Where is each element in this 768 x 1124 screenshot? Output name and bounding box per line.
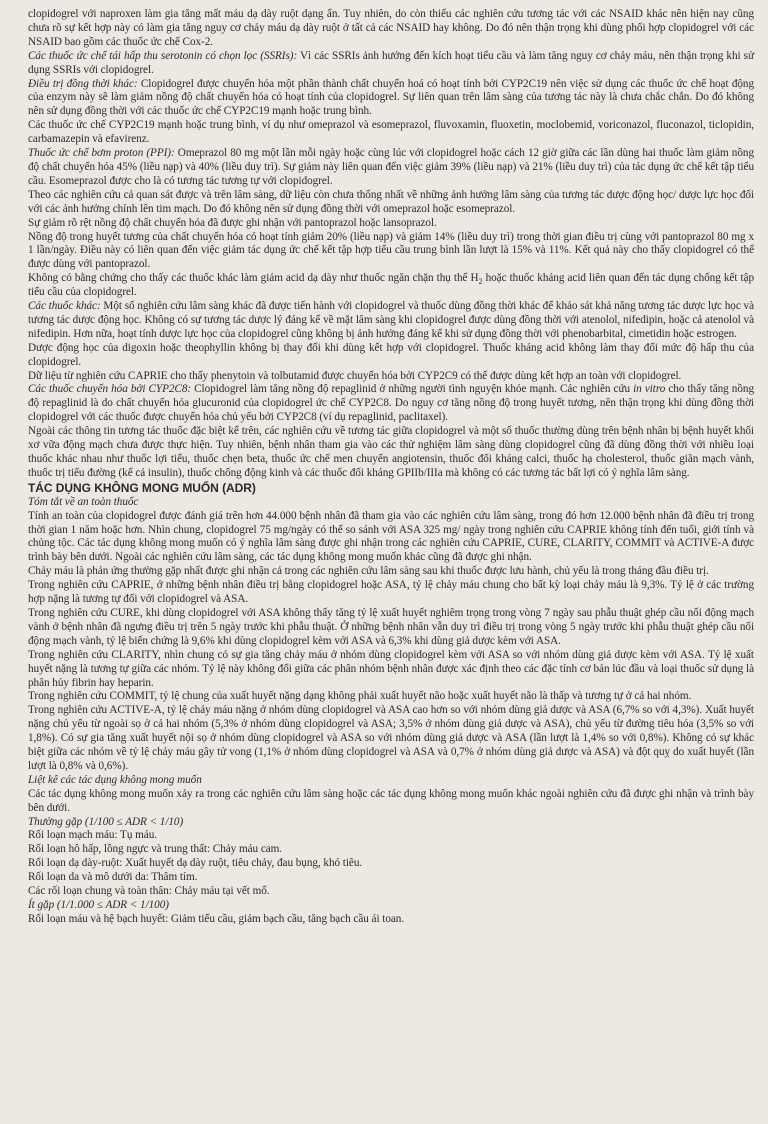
- body-paragraph: [28, 704, 754, 774]
- paragraph-h-text: Thuốc ức chế bơm proton (PPI):: [28, 147, 175, 160]
- body-paragraph: [28, 78, 754, 120]
- body-paragraph: [28, 189, 754, 217]
- body-paragraph: [28, 147, 754, 189]
- paragraph-t-text: Ngoài các thông tin tương tác thuốc đặc biệt kể trên, các nghiên cứu về tương tác giữa clopidogrel và một số thuốc thường dùng trên bệnh nhân bị bệnh huyết khối xơ vữa động mạch chưa được thực hiện. Tuy nhiên, bệnh nhân tham gia vào các thử nghiệm lâm sàng dùng clopidogrel cũng đã dùng đồng thời với nhiều loại thuốc khác nhau như thuốc lợi tiểu, thuốc chẹn beta, thuốc ức chế men chuyển angiotensin, thuốc đối kháng calci, thuốc hạ cholesterol, thuốc giãn mạch vành, thuốc trị tiểu đường (kể cả insulin), thuốc chống động kinh và các thuốc đối kháng GPIIb/IIIa mà không có các tương tác bất lợi có ý nghĩa lâm sàng.: [28, 425, 754, 479]
- body-paragraph: [28, 913, 754, 927]
- body-paragraph: [28, 607, 754, 649]
- paragraph-t-text: Các thuốc ức chế CYP2C19 mạnh hoặc trung bình, ví dụ như omeprazol và esomeprazol, fluvoxamin, fluoxetin, moclobemid, voriconazol, fluconazol, ticlopidin, carbamazepin và efavirenz.: [28, 119, 754, 146]
- body-paragraph: [28, 885, 754, 899]
- paragraph-i-text: Tóm tắt về an toàn thuốc: [28, 495, 139, 508]
- paragraph-t-text: clopidogrel với naproxen làm gia tăng mất máu dạ dày ruột dạng ẩn. Tuy nhiên, do còn thiếu các nghiên cứu tương tác với các NSAID khác nên hiện nay cũng chưa rõ sự kết hợp này có làm gia tăng nguy cơ chảy máu dạ dày ruột ở tất cả các NSAID hay không. Do đó nên thận trọng khi dùng phối hợp clopidogrel với các NSAID bao gồm các thuốc ức chế Cox-2.: [28, 8, 754, 48]
- paragraph-t-text: Trong nghiên cứu CLARITY, nhìn chung có sự gia tăng chảy máu ở nhóm dùng clopidogrel kèm với ASA so với nhóm dùng giả dược kèm với ASA. Tỷ lệ xuất huyết nặng là tương tự giữa các nhóm. Tỷ lệ này không đổi giữa các phân nhóm bệnh nhân được xác định theo các đặc tính cơ bản lúc đầu và loại thuốc sử dụng là phân hủy fibrin hay heparin.: [28, 648, 754, 689]
- body-paragraph: [28, 370, 754, 384]
- paragraph-i-text: Ít gặp (1/1.000 ≤ ADR < 1/100): [28, 899, 169, 911]
- body-paragraph: [28, 8, 754, 50]
- paragraph-t-text: Clopidogrel làm tăng nồng độ repaglinid ở những người tình nguyện khỏe mạnh. Các nghiên cứu: [191, 383, 634, 396]
- paragraph-t-text: Sự giảm rõ rệt nồng độ chất chuyển hóa đã được ghi nhận với pantoprazol hoặc lansoprazol.: [28, 216, 437, 229]
- paragraph-t-text: Trong nghiên cứu CURE, khi dùng clopidogrel với ASA không thấy tăng tỷ lệ xuất huyết nghiêm trọng trong vòng 7 ngày sau phẫu thuật ghép cầu nối động mạch vành ở bệnh nhân đã ngưng điều trị trên 5 ngày trước khi phẫu thuật. Ở những bệnh nhân vẫn duy trì điều trị trong vòng 5 ngày trước khi phẫu thuật ghép cầu nối động mạch vành, tỷ lệ biến chứng là 9,6% khi dùng clopidogrel kèm với ASA và 6,3% khi dùng giả dược kèm với ASA.: [28, 606, 754, 647]
- body-paragraph: [28, 690, 754, 704]
- paragraph-t-text: Chảy máu là phản ứng thường gặp nhất được ghi nhận cả trong các nghiên cứu lâm sàng sau khi thuốc được lưu hành, chủ yếu là trong tháng đầu điều trị.: [28, 565, 709, 578]
- paragraph-sub-text: 2: [478, 277, 483, 287]
- body-paragraph: [28, 510, 754, 566]
- subheading: [28, 899, 754, 913]
- paragraph-sec-text: TÁC DỤNG KHÔNG MONG MUỐN (ADR): [28, 480, 256, 495]
- body-paragraph: [28, 383, 754, 425]
- paragraph-t-text: Rối loạn da và mô dưới da: Thâm tím.: [28, 871, 198, 884]
- paragraph-t-text: Trong nghiên cứu COMMIT, tỷ lệ chung của xuất huyết nặng dạng không phải xuất huyết não hoặc xuất huyết não là thấp và tương tự ở cả hai nhóm.: [28, 690, 692, 703]
- body-paragraph: [28, 217, 754, 231]
- section-heading: [28, 482, 754, 496]
- paragraph-t-text: Dữ liệu từ nghiên cứu CAPRIE cho thấy phenytoin và tolbutamid được chuyển hóa bởi CYP2C9 có thể được dùng kết hợp an toàn với clopidogrel.: [28, 369, 682, 382]
- subheading: [28, 496, 754, 510]
- paragraph-t-text: Nồng độ trong huyết tương của chất chuyển hóa có hoạt tính giảm 20% (liều nạp) và giảm 14% (liều duy trì) trong thời gian điều trị cùng với pantoprazol 80 mg x 1 lần/ngày. Điều này có liên quan đến việc giảm tác dụng ức chế kết tập hợp tiểu cầu trung bình lần lượt là 15% và 11%. Kết quả này cho thấy clopidogrel có thể được dùng với pantoprazol.: [28, 230, 754, 271]
- paragraph-t-text: Clopidogrel được chuyển hóa một phần thành chất chuyển hoá có hoạt tính bởi CYP2C19 nên việc sử dụng các thuốc ức chế hoạt động của enzym này sẽ làm giảm nồng độ chất chuyển hóa có hoạt tính của clopidogrel. Sự liên quan trên lâm sàng của tương tác này là chưa chắc chắn. Do đó không nên sử dụng đồng thời với các thuốc ức chế CYP2C19 mạnh hoặc trung bình.: [28, 77, 754, 118]
- body-paragraph: [28, 425, 754, 481]
- body-paragraph: [28, 829, 754, 843]
- paragraph-t-text: Các rối loạn chung và toàn thân: Chảy máu tại vết mổ.: [28, 885, 270, 898]
- paragraph-t-text: Trong nghiên cứu CAPRIE, ở những bệnh nhân điều trị bằng clopidogrel hoặc ASA, tỷ lệ chảy máu chung cho bất kỳ loại chảy máu là 9,3%. Tỷ lệ ở các trường hợp nặng là tương tự đối với clopidogrel và ASA.: [28, 579, 754, 606]
- paragraph-t-text: Tính an toàn của clopidogrel được đánh giá trên hơn 44.000 bệnh nhân đã tham gia vào các nghiên cứu lâm sàng, trong đó hơn 12.000 bệnh nhân đã điều trị trong thời gian 1 năm hoặc hơn. Nhìn chung, clopidogrel 75 mg/ngày có thể so sánh với ASA 325 mg/ ngày trong nghiên cứu CAPRIE không tính đến tuổi, giới tính và chủng tộc. Các tác dụng không mong muốn có ý nghĩa lâm sàng được ghi nhận trong các nghiên cứu CAPRIE, CURE, CLARITY, COMMIT và ACTIVE-A được trình bày bên dưới. Ngoài các nghiên cứu lâm sàng, các tác dụng không mong muốn khác cũng đã được ghi nhận.: [28, 509, 754, 564]
- subheading: [28, 774, 754, 788]
- body-paragraph: [28, 272, 754, 300]
- body-paragraph: [28, 119, 754, 147]
- body-paragraph: [28, 871, 754, 885]
- body-paragraph: [28, 857, 754, 871]
- paragraph-t-text: Các tác dụng không mong muốn xảy ra trong các nghiên cứu lâm sàng hoặc các tác dụng không mong muốn khác ngoài nghiên cứu đã được ghi nhận và trình bày bên dưới.: [28, 787, 754, 814]
- paragraph-t2-text: cho thấy tăng nồng độ repaglinid là do chất chuyển hóa glucuronid của clopidogrel ức chế CYP2C8. Do nguy cơ tăng nồng độ trong huyết tương, nên thận trọng khi dùng đồng thời clopidogrel với các thuốc được chuyển hóa chủ yếu bởi CYP2C8 (ví dụ repaglinid, paclitaxel).: [28, 383, 754, 424]
- body-paragraph: [28, 565, 754, 579]
- paragraph-t-text: Trong nghiên cứu ACTIVE-A, tỷ lệ chảy máu nặng ở nhóm dùng clopidogrel và ASA cao hơn so với nhóm dùng giả dược và ASA (6,7% so với 4,3%). Xuất huyết nặng chủ yếu từ ngoài sọ ở cả hai nhóm (5,3% ở nhóm dùng clopidogrel và ASA; 3,5% ở nhóm dùng giả dược và ASA), chủ yếu từ đường tiêu hóa (3,5% so với 1,8%). Có sự gia tăng xuất huyết nội sọ ở nhóm dùng clopidogrel và ASA so với nhóm dùng giả dược và ASA (lần lượt là 1,4% so với 0,8%). Không có sự khác biệt giữa các nhóm về tỷ lệ chảy máu gây tử vong (1,1% ở nhóm dùng clopidogrel và ASA và 0,7% ở nhóm dùng giả dược và ASA) và đột quỵ do xuất huyết (lần lượt là 0,8% và 0,6%).: [28, 704, 754, 772]
- paragraph-t-text: Rối loạn hô hấp, lồng ngực và trung thất: Chảy máu cam.: [28, 843, 283, 856]
- paragraph-t-text: Omeprazol 80 mg một lần mỗi ngày hoặc cùng lúc với clopidogrel hoặc cách 12 giờ giữa các lần dùng hai thuốc làm giảm nồng độ chất chuyển hóa 45% (liều nạp) và 40% (liều duy trì). Sự giảm này liên quan đến việc giảm 39% (liều nạp) và 21% (liều duy trì) của tác dụng ức chế kết tập tiểu cầu. Esomeprazol được cho là có tương tác tương tự với clopidogrel.: [28, 147, 754, 187]
- body-paragraph: [28, 300, 754, 342]
- body-paragraph: [28, 649, 754, 691]
- subheading: [28, 816, 754, 830]
- body-paragraph: [28, 579, 754, 607]
- paragraph-t-text: Rối loạn máu và hệ bạch huyết: Giảm tiểu cầu, giảm bạch cầu, tăng bạch cầu ái toan.: [28, 912, 405, 925]
- paragraph-h-text: Các thuốc chuyển hóa bởi CYP2C8:: [28, 383, 192, 396]
- paragraph-t-text: Rối loạn dạ dày-ruột: Xuất huyết dạ dày ruột, tiêu chảy, đau bụng, khó tiêu.: [28, 857, 363, 870]
- paragraph-t-text: Một số nghiên cứu lâm sàng khác đã được tiến hành với clopidogrel và thuốc dùng đồng thời khác để khảo sát khả năng tương tác dược lực học và tương tác dược động học. Không có sự tương tác dược lý đáng kể về mặt lâm sàng khi clopidogrel được dùng đồng thời với atenolol, nifedipin, hoặc cả atenolol và nifedipin. Hơn nữa, hoạt tính dược lực học của clopidogrel cũng không bị ảnh hưởng đáng kể khi sử dụng đồng thời với phenobarbital, cimetidin hoặc estrogen.: [28, 300, 754, 340]
- body-paragraph: [28, 843, 754, 857]
- paragraph-t2-text: hoặc thuốc kháng acid liên quan đến tác dụng chống kết tập tiểu cầu của clopidogrel.: [28, 272, 754, 299]
- paragraph-h-text: Các thuốc ức chế tái hấp thu serotonin có chọn lọc (SSRIs):: [28, 49, 298, 62]
- paragraph-i-text: Liệt kê các tác dụng không mong muốn: [28, 773, 202, 786]
- paragraph-t-text: Vì các SSRIs ảnh hưởng đến kích hoạt tiểu cầu và làm tăng nguy cơ chảy máu, nên thận trọng khi sử dụng SSRIs với clopidogrel.: [28, 49, 754, 76]
- paragraph-t-text: Rối loạn mạch máu: Tụ máu.: [28, 829, 157, 842]
- paragraph-t-text: Theo các nghiên cứu cả quan sát được và trên lâm sàng, dữ liệu còn chưa thống nhất về những ảnh hưởng lâm sàng của tương tác dược động học/ dược lực học đối với các ảnh hưởng chính lên tim mạch. Do đó không nên sử dụng đồng thời với omeprazol hoặc esomeprazol.: [28, 188, 754, 215]
- paragraph-hi-text: in vitro: [633, 383, 666, 396]
- body-paragraph: [28, 342, 754, 370]
- paragraph-i-text: Thường gặp (1/100 ≤ ADR < 1/10): [28, 815, 184, 828]
- body-paragraph: [28, 788, 754, 816]
- body-paragraph: [28, 50, 754, 78]
- body-paragraph: [28, 231, 754, 273]
- paragraph-h-text: Các thuốc khác:: [28, 300, 101, 313]
- paragraph-t-text: Dược động học của digoxin hoặc theophyllin không bị thay đổi khi dùng kết hợp với clopidogrel. Thuốc kháng acid không làm thay đổi mức độ hấp thu của clopidogrel.: [28, 341, 754, 368]
- paragraph-h-text: Điều trị đồng thời khác:: [28, 77, 138, 90]
- paragraph-t-text: Không có bằng chứng cho thấy các thuốc khác làm giảm acid dạ dày như thuốc ngăn chặn thụ thể H: [28, 272, 479, 285]
